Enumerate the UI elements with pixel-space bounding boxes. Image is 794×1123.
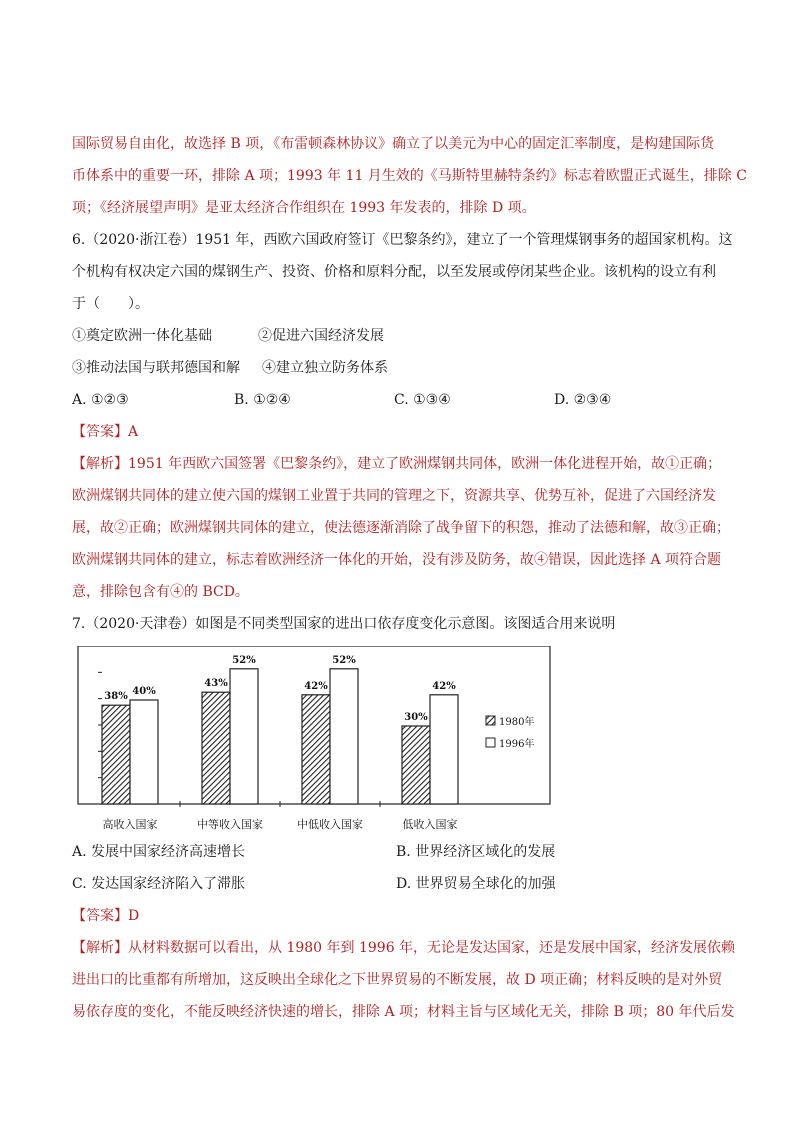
legend-swatch — [486, 738, 495, 747]
q7-analysis-text-1: 从材料数据可以看出，从 1980 年到 1996 年，无论是发达国家，还是发展中国家，经济发展依赖 — [128, 940, 736, 956]
bar-1996 — [230, 669, 258, 804]
legend-swatch — [486, 716, 495, 725]
q6-option-c[interactable]: C. ①③④ — [394, 392, 451, 408]
legend-label: 1996年 — [499, 739, 535, 750]
bar-chart-svg — [72, 646, 562, 836]
intro-line-1: 国际贸易自由化，故选择 B 项，《布雷顿森林协议》确立了以美元为中心的固定汇率制度，是构建国际货 — [72, 136, 715, 152]
q6-item-2: ②促进六国经济发展 — [258, 328, 384, 344]
q6-stem-1: 6.（2020·浙江卷）1951 年，西欧六国政府签订《巴黎条约》，建立了一个管理煤钢事务的超国家机构。这 — [72, 232, 733, 248]
q6-item-4: ④建立独立防务体系 — [262, 360, 388, 376]
intro-line-2: 币体系中的重要一环，排除 A 项；1993 年 11 月生效的《马斯特里赫特条约》标志着欧盟正式诞生，排除 C — [72, 168, 747, 184]
q7-analysis-2: 进出口的比重都有所增加，这反映出全球化之下世界贸易的不断发展，故 D 项正确；材料反映的是对外贸 — [72, 972, 723, 988]
q7-answer — [72, 900, 722, 932]
q6-stem-3: 于（ ）。 — [72, 296, 149, 312]
q6-analysis-tag: 【解析】 — [72, 456, 128, 472]
q7-options-row-1 — [72, 836, 722, 868]
q7-answer-tag: 【答案】 — [72, 908, 128, 924]
q6-option-b[interactable]: B. ①②④ — [234, 392, 291, 408]
q6-options — [72, 384, 722, 416]
q6-item-1: ①奠定欧洲一体化基础 — [72, 328, 212, 344]
q6-answer-value: A — [128, 424, 139, 440]
bar-data-label: 42% — [304, 680, 328, 692]
q6-analysis-1 — [72, 448, 722, 480]
q6-item-3: ③推动法国与联邦德国和解 — [72, 360, 240, 376]
q6-items-row-2 — [72, 352, 722, 384]
bar-data-label: 30% — [404, 712, 428, 723]
q6-answer — [72, 416, 722, 448]
document-page — [72, 128, 747, 1028]
legend-label: 1980年 — [499, 717, 535, 728]
bar-1980 — [402, 726, 430, 804]
q7-analysis-tag: 【解析】 — [72, 940, 128, 956]
bar-data-label: 38% — [104, 691, 128, 703]
q6-analysis-4: 欧洲煤钢共同体的建立，标志着欧洲经济一体化的开始，没有涉及防务，故④错误，因此选择 A 项符合题 — [72, 552, 722, 568]
q7-option-c[interactable]: C. 发达国家经济陷入了滞胀 — [72, 876, 246, 892]
x-tick-label: 中低收入国家 — [297, 818, 363, 831]
bar-1980 — [302, 695, 330, 804]
bar-1996 — [430, 695, 458, 804]
q7-option-d[interactable]: D. 世界贸易全球化的加强 — [396, 876, 556, 892]
q6-option-d[interactable]: D. ②③④ — [554, 392, 612, 408]
bar-data-label: 42% — [432, 680, 456, 692]
bar-1980 — [202, 692, 230, 804]
q6-analysis-3: 展，故②正确；欧洲煤钢共同体的建立，使法德逐渐消除了战争留下的积怨，推动了法德和解，故③正确； — [72, 520, 730, 536]
bar-data-label: 52% — [332, 654, 356, 666]
q6-stem-2: 个机构有权决定六国的煤钢生产、投资、价格和原料分配，以至发展或停闭某些企业。该机构的设立有利 — [72, 264, 716, 280]
q7-analysis-1 — [72, 932, 736, 964]
q6-option-a[interactable]: A. ①②③ — [72, 392, 129, 408]
q7-analysis-3: 易依存度的变化，不能反映经济快速的增长，排除 A 项；材料主旨与区域化无关，排除 B 项；80 年代后发 — [72, 1004, 735, 1020]
q7-option-a[interactable]: A. 发展中国家经济高速增长 — [72, 844, 246, 860]
bar-1996 — [130, 700, 158, 804]
intro-line-3: 项；《经济展望声明》是亚太经济合作组织在 1993 年发表的，排除 D 项。 — [72, 200, 536, 216]
x-tick-label: 中等收入国家 — [197, 818, 263, 831]
x-tick-label: 高收入国家 — [102, 818, 158, 831]
bar-data-label: 52% — [232, 654, 256, 666]
q6-answer-tag: 【答案】 — [72, 424, 128, 440]
dependency-bar-chart — [72, 646, 562, 836]
q7-options-row-2 — [72, 868, 722, 900]
bar-1980 — [102, 705, 130, 804]
bar-data-label: 40% — [132, 686, 156, 697]
q7-answer-value: D — [128, 908, 140, 924]
bar-data-label: 43% — [204, 678, 228, 690]
q6-analysis-2: 欧洲煤钢共同体的建立使六国的煤钢工业置于共同的管理之下，资源共享、优势互补，促进了六国经济发 — [72, 488, 716, 504]
q7-option-b[interactable]: B. 世界经济区域化的发展 — [396, 844, 556, 860]
q6-analysis-5: 意，排除包含有④的 BCD。 — [72, 584, 249, 600]
x-tick-label: 低收入国家 — [402, 818, 458, 831]
q6-items-row-1 — [72, 320, 722, 352]
q7-stem: 7.（2020·天津卷）如图是不同类型国家的进出口依存度变化示意图。该图适合用来说明 — [72, 616, 616, 632]
bar-1996 — [330, 669, 358, 804]
q6-analysis-text-1: 1951 年西欧六国签署《巴黎条约》，建立了欧洲煤钢共同体，欧洲一体化进程开始，故①正确； — [128, 456, 722, 472]
